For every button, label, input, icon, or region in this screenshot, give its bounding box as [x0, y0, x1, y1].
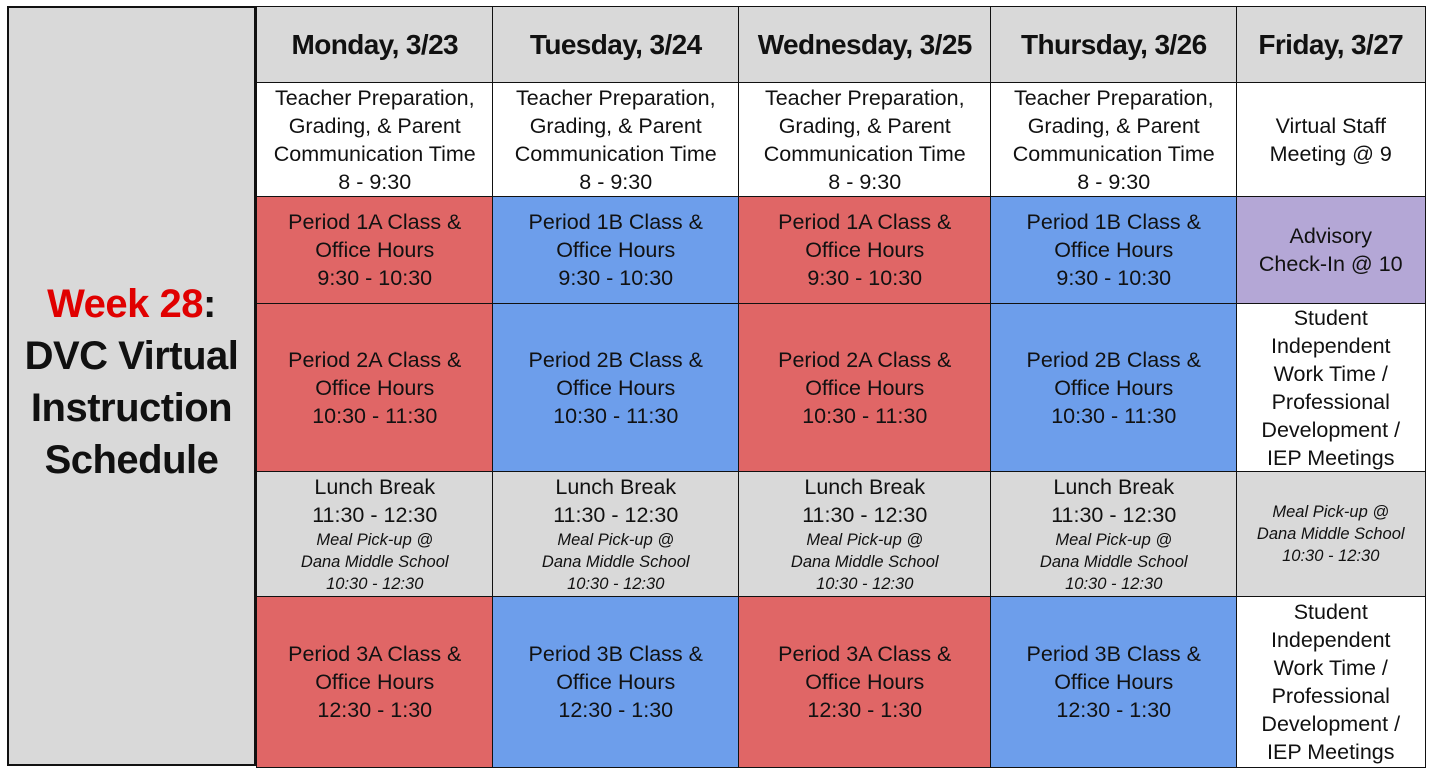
prep-cell-tuesday: Teacher Preparation, Grading, & Parent Communication Time 8 - 9:30 — [492, 82, 740, 198]
day-header-wednesday: Wednesday, 3/25 — [738, 6, 992, 84]
advisory-cell-friday: Advisory Check-In @ 10 — [1236, 196, 1426, 305]
staff-meeting-cell-friday: Virtual Staff Meeting @ 9 — [1236, 82, 1426, 198]
period-2a-cell-monday: Period 2A Class & Office Hours 10:30 - 11:30 — [256, 303, 494, 473]
schedule-grid — [256, 6, 1424, 766]
independent-work-cell-friday-am: Student Independent Work Time / Professional Development / IEP Meetings — [1236, 303, 1426, 473]
period-3b-cell-thursday: Period 3B Class & Office Hours 12:30 - 1:30 — [990, 596, 1238, 768]
lunch-cell-monday: Lunch Break 11:30 - 12:30 Meal Pick-up @ Dana Middle School 10:30 - 12:30 — [256, 471, 494, 598]
meal-pickup-cell-friday: Meal Pick-up @ Dana Middle School 10:30 - 12:30 — [1236, 471, 1426, 598]
prep-cell-thursday: Teacher Preparation, Grading, & Parent Communication Time 8 - 9:30 — [990, 82, 1238, 198]
prep-cell-monday: Teacher Preparation, Grading, & Parent Communication Time 8 - 9:30 — [256, 82, 494, 198]
independent-work-cell-friday-pm: Student Independent Work Time / Professional Development / IEP Meetings — [1236, 596, 1426, 768]
period-2b-cell-tuesday: Period 2B Class & Office Hours 10:30 - 11:30 — [492, 303, 740, 473]
period-3a-cell-monday: Period 3A Class & Office Hours 12:30 - 1:30 — [256, 596, 494, 768]
period-3b-cell-tuesday: Period 3B Class & Office Hours 12:30 - 1:30 — [492, 596, 740, 768]
prep-cell-wednesday: Teacher Preparation, Grading, & Parent Communication Time 8 - 9:30 — [738, 82, 992, 198]
lunch-cell-tuesday: Lunch Break 11:30 - 12:30 Meal Pick-up @ Dana Middle School 10:30 - 12:30 — [492, 471, 740, 598]
schedule-title: Week 28: DVC Virtual Instruction Schedule — [24, 282, 239, 482]
period-1b-cell-tuesday: Period 1B Class & Office Hours 9:30 - 10:30 — [492, 196, 740, 305]
day-header-tuesday: Tuesday, 3/24 — [492, 6, 740, 84]
period-2b-cell-thursday: Period 2B Class & Office Hours 10:30 - 11:30 — [990, 303, 1238, 473]
lunch-cell-wednesday: Lunch Break 11:30 - 12:30 Meal Pick-up @ Dana Middle School 10:30 - 12:30 — [738, 471, 992, 598]
period-1a-cell-monday: Period 1A Class & Office Hours 9:30 - 10:30 — [256, 196, 494, 305]
period-1b-cell-thursday: Period 1B Class & Office Hours 9:30 - 10:30 — [990, 196, 1238, 305]
day-header-monday: Monday, 3/23 — [256, 6, 494, 84]
schedule-title-panel — [7, 6, 256, 766]
day-header-friday: Friday, 3/27 — [1236, 6, 1426, 84]
day-header-thursday: Thursday, 3/26 — [990, 6, 1238, 84]
period-3a-cell-wednesday: Period 3A Class & Office Hours 12:30 - 1:30 — [738, 596, 992, 768]
period-1a-cell-wednesday: Period 1A Class & Office Hours 9:30 - 10:30 — [738, 196, 992, 305]
period-2a-cell-wednesday: Period 2A Class & Office Hours 10:30 - 11:30 — [738, 303, 992, 473]
lunch-cell-thursday: Lunch Break 11:30 - 12:30 Meal Pick-up @ Dana Middle School 10:30 - 12:30 — [990, 471, 1238, 598]
week-label: Week 28 — [47, 282, 204, 326]
